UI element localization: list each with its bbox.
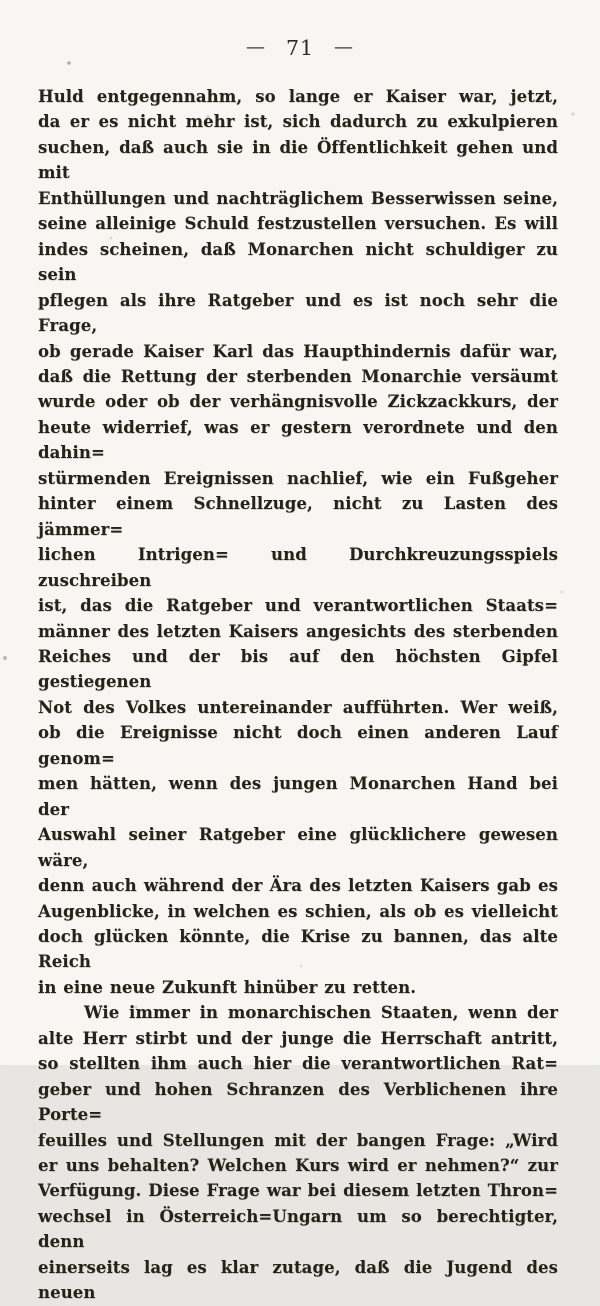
- text-line: in eine neue Zukunft hinüber zu retten.: [38, 977, 417, 997]
- text-line: Wie immer in monarchischen Staaten, wenn der: [84, 1003, 558, 1023]
- text-line: männer des letzten Kaisers angesichts des sterbenden: [38, 621, 558, 641]
- text-line: Reiches und der bis auf den höchsten Gipfel gestiegenen: [38, 646, 558, 692]
- text-line: einerseits lag es klar zutage, daß die Jugend des neuen: [38, 1257, 558, 1303]
- text-line: ob die Ereignisse nicht doch einen anderen Lauf genom=: [38, 723, 558, 768]
- text-line: lichen Intrigen= und Durchkreuzungsspiels zuschreiben: [38, 545, 558, 590]
- text-line: pflegen als ihre Ratgeber und es ist noch sehr die Frage,: [38, 290, 558, 336]
- running-head-dash-right: —: [334, 36, 355, 58]
- page-number: 71: [285, 36, 315, 60]
- text-line: doch glücken könnte, die Krise zu bannen, das alte Reich: [38, 926, 558, 972]
- text-line: men hätten, wenn des jungen Monarchen Hand bei der: [38, 774, 558, 819]
- text-line: stürmenden Ereignissen nachlief, wie ein Fußgeher: [38, 468, 558, 488]
- text-line: wechsel in Österreich=Ungarn um so berechtigter, denn: [38, 1206, 558, 1252]
- text-line: so stellten ihm auch hier die verantwortlichen Rat=: [38, 1054, 558, 1074]
- text-line: alte Herr stirbt und der junge die Herrschaft antritt,: [38, 1028, 558, 1048]
- text-line: Auswahl seiner Ratgeber eine glücklichere gewesen wäre,: [38, 825, 558, 870]
- text-line: heute widerrief, was er gestern verordnete und den dahin=: [38, 417, 558, 463]
- text-line: suchen, daß auch sie in die Öffentlichkeit gehen und mit: [38, 137, 558, 183]
- text-line: da er es nicht mehr ist, sich dadurch zu exkulpieren: [38, 112, 558, 132]
- text-line: wurde oder ob der verhängnisvolle Zickzackkurs, der: [38, 392, 558, 412]
- text-line: feuilles und Stellungen mit der bangen Frage: „Wird: [38, 1130, 558, 1150]
- text-line: Verfügung. Diese Frage war bei diesem letzten Thron=: [38, 1181, 558, 1201]
- running-head: [0, 36, 600, 60]
- text-line: hinter einem Schnellzuge, nicht zu Lasten des jämmer=: [38, 494, 558, 539]
- text-line: Huld entgegennahm, so lange er Kaiser war, jetzt,: [38, 87, 558, 106]
- text-line: er uns behalten? Welchen Kurs wird er nehmen?“ zur: [38, 1156, 558, 1176]
- text-line: geber und hohen Schranzen des Verblichenen ihre Porte=: [38, 1079, 558, 1125]
- paragraph: [38, 84, 558, 1000]
- running-head-dash-left: —: [245, 36, 266, 58]
- text-line: indes scheinen, daß Monarchen nicht schuldiger zu sein: [38, 239, 558, 285]
- text-line: Augenblicke, in welchen es schien, als ob es vielleicht: [38, 901, 558, 921]
- text-line: seine alleinige Schuld festzustellen versuchen. Es will: [38, 214, 558, 234]
- paragraph: [38, 1000, 558, 1305]
- text-line: ob gerade Kaiser Karl das Haupthindernis dafür war,: [38, 341, 558, 361]
- text-line: denn auch während der Ära des letzten Kaisers gab es: [38, 876, 558, 896]
- text-line: daß die Rettung der sterbenden Monarchie versäumt: [38, 366, 558, 386]
- scan-speckles: [0, 0, 2, 2]
- text-line: Enthüllungen und nachträglichem Besserwissen seine,: [38, 188, 558, 208]
- text-line: Not des Volkes untereinander aufführten. Wer weiß,: [38, 697, 558, 717]
- text-line: ist, das die Ratgeber und verantwortlichen Staats=: [38, 596, 558, 616]
- text-block: [38, 84, 558, 1306]
